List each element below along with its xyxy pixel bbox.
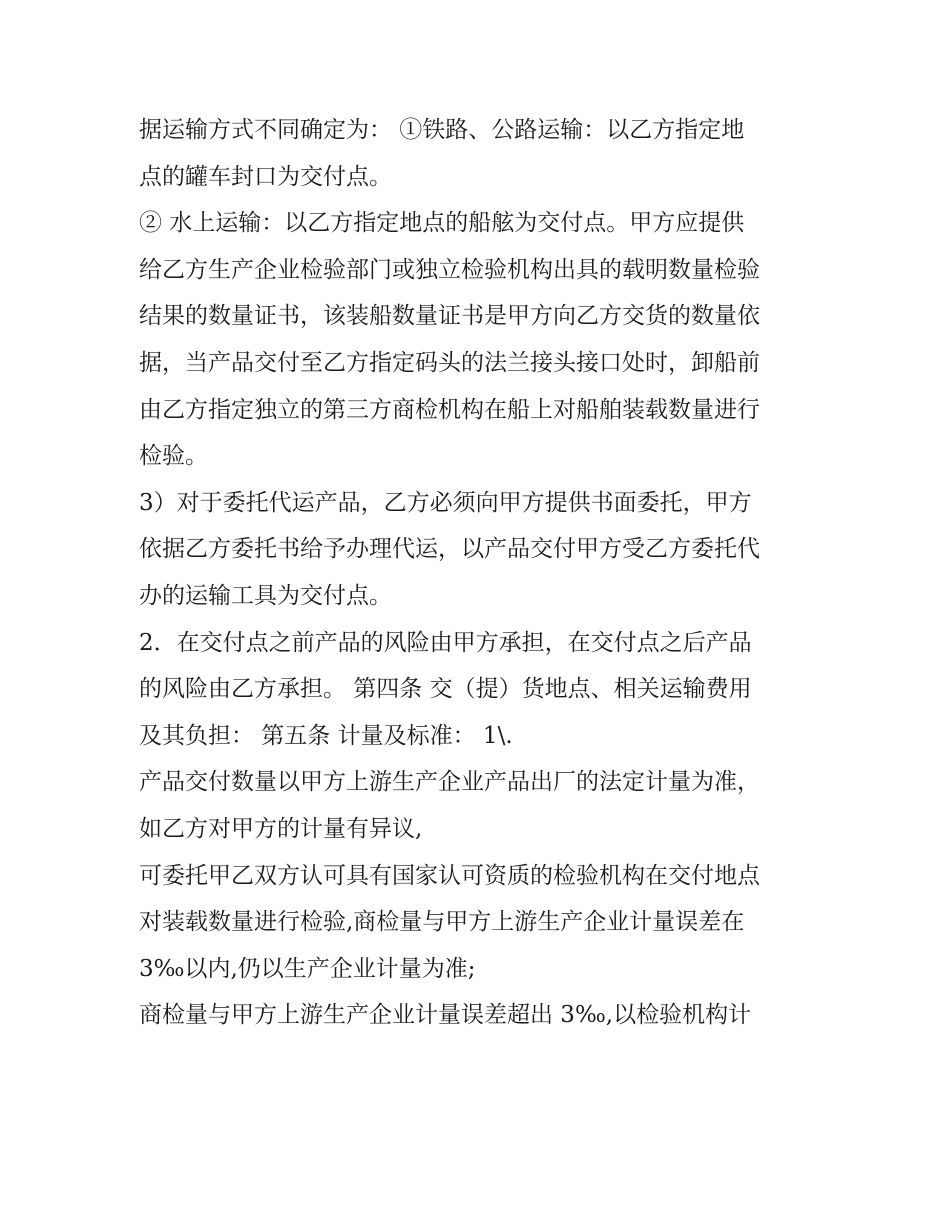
- text-line: 结果的数量证书，该装船数量证书是甲方向乙方交货的数量依: [139, 303, 760, 330]
- text-line: 产品交付数量以甲方上游生产企业产品出厂的法定计量为准，: [139, 769, 760, 796]
- text-line: 给乙方生产企业检验部门或独立检验机构出具的载明数量检验: [139, 256, 760, 283]
- text-line: 如乙方对甲方的计量有异议,: [139, 815, 423, 842]
- text-line: ② 水上运输：以乙方指定地点的船舷为交付点。甲方应提供: [139, 210, 745, 237]
- text-line: 3‰以内,仍以生产企业计量为准;: [139, 955, 476, 982]
- text-line: 商检量与甲方上游生产企业计量误差超出 3‰,以检验机构计: [139, 1002, 752, 1029]
- text-line: 由乙方指定独立的第三方商检机构在船上对船舶装载数量进行: [139, 396, 760, 423]
- text-line: 依据乙方委托书给予办理代运，以产品交付甲方受乙方委托代: [139, 536, 760, 563]
- text-line: 据运输方式不同确定为： ①铁路、公路运输：以乙方指定地: [139, 117, 745, 143]
- text-line: 的风险由乙方承担。 第四条 交（提）货地点、相关运输费用: [139, 676, 752, 703]
- text-line: 点的罐车封口为交付点。: [139, 163, 392, 190]
- text-line: 及其负担： 第五条 计量及标准： 1\.: [139, 722, 513, 749]
- text-line: 办的运输工具为交付点。: [139, 582, 392, 609]
- text-line: 3）对于委托代运产品，乙方必须向甲方提供书面委托，甲方: [139, 489, 752, 516]
- text-line: 检验。: [139, 443, 208, 470]
- text-line: 对装载数量进行检验,商检量与甲方上游生产企业计量误差在: [139, 909, 745, 936]
- text-line: 2．在交付点之前产品的风险由甲方承担，在交付点之后产品: [139, 629, 752, 656]
- text-line: 据，当产品交付至乙方指定码头的法兰接头接口处时，卸船前: [139, 349, 760, 376]
- document-body: [139, 110, 819, 1042]
- text-line: 可委托甲乙双方认可具有国家认可资质的检验机构在交付地点: [139, 862, 760, 889]
